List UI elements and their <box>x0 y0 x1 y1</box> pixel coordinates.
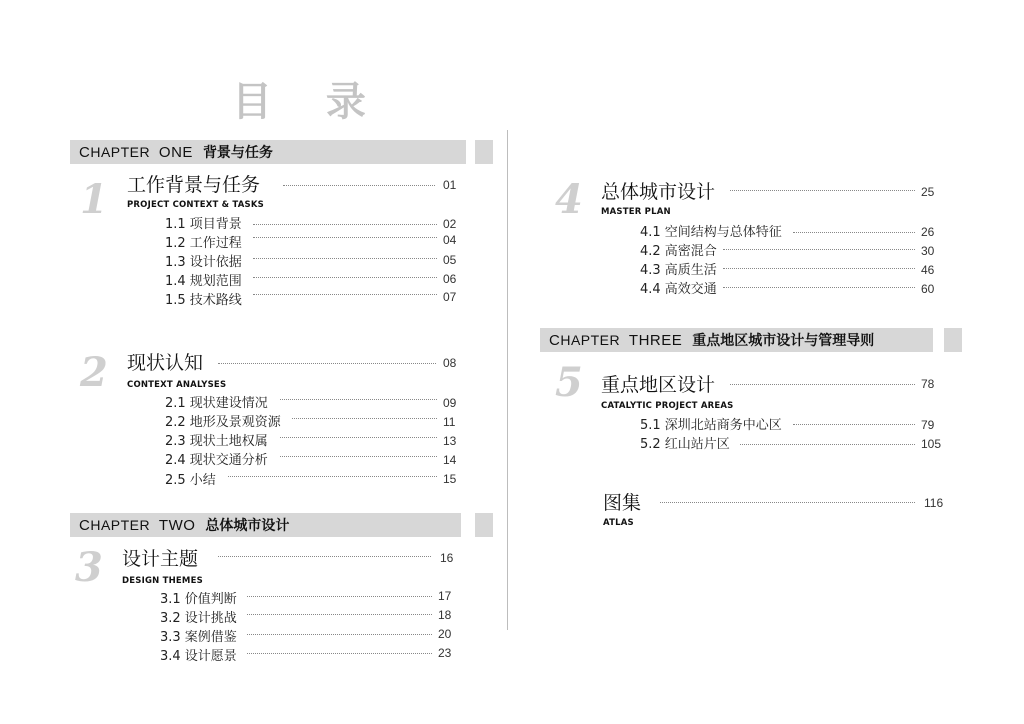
atlas-page: 116 <box>924 496 944 510</box>
toc-page: 11 <box>443 415 456 429</box>
toc-item[interactable]: 1.1 项目背景 <box>165 217 242 232</box>
leader-dots <box>247 653 432 654</box>
leader-dots <box>253 237 437 238</box>
chapter-two-tab <box>475 513 493 537</box>
leader-dots <box>283 185 435 186</box>
section-number: 2 <box>80 349 108 396</box>
section-subtitle: CONTEXT ANALYSES <box>127 380 227 390</box>
leader-dots <box>280 437 437 438</box>
chapter-three-label: CHAPTER THREE <box>549 331 683 349</box>
leader-dots <box>730 190 915 191</box>
chapter-three-name: 重点地区城市设计与管理导则 <box>692 333 875 349</box>
leader-dots <box>247 634 432 635</box>
toc-page: 60 <box>921 282 935 296</box>
leader-dots <box>280 399 437 400</box>
toc-item[interactable]: 5.1 深圳北站商务中心区 <box>640 418 782 433</box>
atlas-title[interactable]: 图集 <box>603 492 642 514</box>
toc-page: 17 <box>438 589 452 603</box>
section-title[interactable]: 工作背景与任务 <box>127 174 261 196</box>
section-page: 25 <box>921 185 935 199</box>
toc-page: 15 <box>443 472 457 486</box>
toc-page: 20 <box>438 627 452 641</box>
leader-dots <box>247 614 432 615</box>
leader-dots <box>228 476 437 477</box>
section-page: 16 <box>440 551 454 565</box>
leader-dots <box>280 456 437 457</box>
toc-page: 14 <box>443 453 457 467</box>
chapter-one-tab <box>475 140 493 164</box>
toc-page: 02 <box>443 217 457 231</box>
leader-dots <box>723 268 915 269</box>
section-title[interactable]: 设计主题 <box>122 548 199 570</box>
toc-item[interactable]: 3.2 设计挑战 <box>160 611 237 626</box>
chapter-one-band <box>70 140 466 164</box>
toc-item[interactable]: 3.1 价值判断 <box>160 592 237 607</box>
toc-page: 13 <box>443 434 457 448</box>
chapter-three-band <box>540 328 933 352</box>
section-number: 4 <box>555 176 583 223</box>
section-title[interactable]: 重点地区设计 <box>601 374 716 396</box>
toc-item[interactable]: 1.4 规划范围 <box>165 274 242 289</box>
toc-item[interactable]: 4.3 高质生活 <box>640 263 717 278</box>
toc-page: 05 <box>443 253 457 267</box>
section-number: 1 <box>80 176 108 223</box>
leader-dots <box>253 294 437 295</box>
chapter-three-tab <box>944 328 962 352</box>
section-number: 3 <box>75 544 103 591</box>
toc-page: 46 <box>921 263 935 277</box>
toc-page: 18 <box>438 608 452 622</box>
leader-dots <box>660 502 915 503</box>
chapter-one-name: 背景与任务 <box>202 145 273 161</box>
toc-item[interactable]: 2.5 小结 <box>165 473 216 488</box>
toc-page: 04 <box>443 233 457 247</box>
toc-item[interactable]: 4.1 空间结构与总体特征 <box>640 225 782 240</box>
toc-item[interactable]: 2.4 现状交通分析 <box>165 453 268 468</box>
chapter-one-label: CHAPTER ONE <box>79 143 193 161</box>
toc-item[interactable]: 3.4 设计愿景 <box>160 649 237 664</box>
chapter-two-label: CHAPTER TWO <box>79 516 196 534</box>
leader-dots <box>723 249 915 250</box>
leader-dots <box>292 418 437 419</box>
toc-item[interactable]: 5.2 红山站片区 <box>640 437 730 452</box>
toc-page: 23 <box>438 646 452 660</box>
toc-page: 09 <box>443 396 457 410</box>
section-title[interactable]: 总体城市设计 <box>601 181 716 203</box>
section-page: 78 <box>921 377 935 391</box>
leader-dots <box>730 384 915 385</box>
toc-item[interactable]: 1.2 工作过程 <box>165 236 242 251</box>
leader-dots <box>218 556 431 557</box>
leader-dots <box>723 287 915 288</box>
section-subtitle: CATALYTIC PROJECT AREAS <box>601 401 734 411</box>
toc-item[interactable]: 2.2 地形及景观资源 <box>165 415 281 430</box>
toc-item[interactable]: 2.1 现状建设情况 <box>165 396 268 411</box>
toc-page: 06 <box>443 272 457 286</box>
toc-item[interactable]: 3.3 案例借鉴 <box>160 630 237 645</box>
column-divider <box>507 130 508 630</box>
section-subtitle: PROJECT CONTEXT & TASKS <box>127 200 264 210</box>
section-page: 08 <box>443 356 457 370</box>
atlas-subtitle: ATLAS <box>603 518 634 528</box>
page-title: 目 录 <box>232 79 386 125</box>
chapter-two-band <box>70 513 461 537</box>
toc-item[interactable]: 4.4 高效交通 <box>640 282 717 297</box>
leader-dots <box>740 444 915 445</box>
leader-dots <box>253 277 437 278</box>
leader-dots <box>253 258 437 259</box>
section-subtitle: DESIGN THEMES <box>122 576 203 586</box>
leader-dots <box>793 232 915 233</box>
leader-dots <box>218 363 436 364</box>
toc-page: 26 <box>921 225 935 239</box>
toc-item[interactable]: 1.5 技术路线 <box>165 293 242 308</box>
chapter-two-name: 总体城市设计 <box>205 518 290 534</box>
toc-page: 30 <box>921 244 935 258</box>
section-subtitle: MASTER PLAN <box>601 207 671 217</box>
toc-page: 07 <box>443 290 457 304</box>
section-number: 5 <box>555 359 583 406</box>
leader-dots <box>793 424 915 425</box>
toc-page: 105 <box>921 437 942 451</box>
leader-dots <box>247 596 432 597</box>
toc-page: 79 <box>921 418 935 432</box>
toc-item[interactable]: 4.2 高密混合 <box>640 244 717 259</box>
toc-item[interactable]: 1.3 设计依据 <box>165 255 242 270</box>
leader-dots <box>253 224 437 225</box>
section-page: 01 <box>443 178 457 192</box>
toc-item[interactable]: 2.3 现状土地权属 <box>165 434 268 449</box>
section-title[interactable]: 现状认知 <box>127 352 204 374</box>
